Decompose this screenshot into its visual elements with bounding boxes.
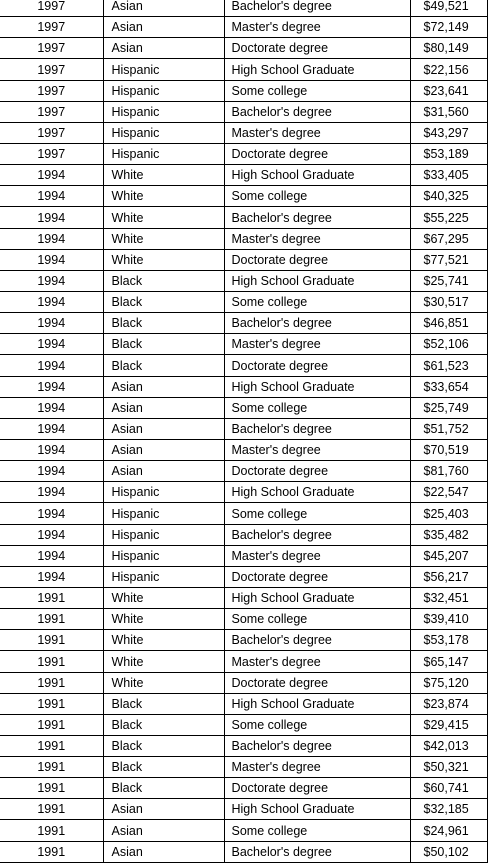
year-cell[interactable]: 1994 (0, 482, 103, 503)
table-row (0, 0, 487, 17)
race-cell[interactable]: Black (103, 355, 224, 376)
year-cell[interactable]: 1991 (0, 587, 103, 608)
year-cell[interactable]: 1991 (0, 757, 103, 778)
income-cell[interactable]: $22,547 (410, 482, 487, 503)
race-cell[interactable]: Hispanic (103, 101, 224, 122)
income-cell[interactable]: $67,295 (410, 228, 487, 249)
table-row (0, 587, 487, 608)
table-row (0, 545, 487, 566)
table-row (0, 482, 487, 503)
education-cell[interactable]: Doctorate degree (224, 249, 410, 270)
income-cell[interactable]: $29,415 (410, 714, 487, 735)
income-cell[interactable]: $50,102 (410, 841, 487, 862)
year-cell[interactable]: 1994 (0, 397, 103, 418)
income-cell[interactable]: $72,149 (410, 17, 487, 38)
education-cell[interactable]: Master's degree (224, 17, 410, 38)
race-cell[interactable]: Black (103, 778, 224, 799)
income-cell[interactable]: $30,517 (410, 291, 487, 312)
income-cell[interactable]: $65,147 (410, 651, 487, 672)
education-cell[interactable]: Doctorate degree (224, 778, 410, 799)
table-row (0, 143, 487, 164)
race-cell[interactable]: Black (103, 735, 224, 756)
race-cell[interactable]: Hispanic (103, 59, 224, 80)
table-row (0, 693, 487, 714)
education-cell[interactable]: Bachelor's degree (224, 418, 410, 439)
income-cell[interactable]: $25,741 (410, 270, 487, 291)
income-cell[interactable]: $25,403 (410, 503, 487, 524)
education-cell[interactable]: Some college (224, 397, 410, 418)
table-row (0, 439, 487, 460)
table-row (0, 165, 487, 186)
income-cell[interactable]: $45,207 (410, 545, 487, 566)
income-cell[interactable]: $32,451 (410, 587, 487, 608)
year-cell[interactable]: 1991 (0, 820, 103, 841)
table-row (0, 122, 487, 143)
table-row (0, 630, 487, 651)
race-cell[interactable]: Black (103, 334, 224, 355)
table-row (0, 376, 487, 397)
year-cell[interactable]: 1997 (0, 17, 103, 38)
race-cell[interactable]: White (103, 207, 224, 228)
education-cell[interactable]: Doctorate degree (224, 672, 410, 693)
education-cell[interactable]: Bachelor's degree (224, 630, 410, 651)
income-cell[interactable]: $50,321 (410, 757, 487, 778)
income-cell[interactable]: $33,654 (410, 376, 487, 397)
education-cell[interactable]: Master's degree (224, 439, 410, 460)
education-cell[interactable]: Doctorate degree (224, 461, 410, 482)
income-cell[interactable]: $32,185 (410, 799, 487, 820)
income-cell[interactable]: $23,874 (410, 693, 487, 714)
race-cell[interactable]: Hispanic (103, 80, 224, 101)
education-cell[interactable]: Some college (224, 609, 410, 630)
table-row (0, 207, 487, 228)
income-cell[interactable]: $35,482 (410, 524, 487, 545)
year-cell[interactable]: 1991 (0, 778, 103, 799)
income-cell[interactable]: $55,225 (410, 207, 487, 228)
education-cell[interactable]: High School Graduate (224, 482, 410, 503)
year-cell[interactable]: 1991 (0, 735, 103, 756)
income-cell[interactable]: $81,760 (410, 461, 487, 482)
year-cell[interactable]: 1994 (0, 503, 103, 524)
education-cell[interactable]: Master's degree (224, 651, 410, 672)
race-cell[interactable]: Hispanic (103, 482, 224, 503)
education-cell[interactable]: Bachelor's degree (224, 207, 410, 228)
table-row (0, 249, 487, 270)
table-row (0, 609, 487, 630)
education-cell[interactable]: Master's degree (224, 228, 410, 249)
table-row (0, 799, 487, 820)
income-cell[interactable]: $23,641 (410, 80, 487, 101)
race-cell[interactable]: Asian (103, 0, 224, 17)
year-cell[interactable]: 1997 (0, 122, 103, 143)
race-cell[interactable]: Black (103, 313, 224, 334)
year-cell[interactable]: 1994 (0, 249, 103, 270)
table-row (0, 59, 487, 80)
race-cell[interactable]: Hispanic (103, 143, 224, 164)
table-row (0, 17, 487, 38)
table-row (0, 334, 487, 355)
race-cell[interactable]: Asian (103, 820, 224, 841)
race-cell[interactable]: Asian (103, 17, 224, 38)
race-cell[interactable]: Asian (103, 418, 224, 439)
race-cell[interactable]: Asian (103, 841, 224, 862)
year-cell[interactable]: 1997 (0, 143, 103, 164)
income-cell[interactable]: $33,405 (410, 165, 487, 186)
education-cell[interactable]: Some college (224, 80, 410, 101)
year-cell[interactable]: 1994 (0, 228, 103, 249)
education-cell[interactable]: High School Graduate (224, 270, 410, 291)
race-cell[interactable]: Asian (103, 461, 224, 482)
table-row (0, 397, 487, 418)
table-row (0, 461, 487, 482)
table-row (0, 566, 487, 587)
race-cell[interactable]: White (103, 228, 224, 249)
race-cell[interactable]: White (103, 186, 224, 207)
race-cell[interactable]: Black (103, 714, 224, 735)
table-row (0, 38, 487, 59)
education-cell[interactable]: Some college (224, 820, 410, 841)
table-row (0, 186, 487, 207)
year-cell[interactable]: 1994 (0, 418, 103, 439)
table-row (0, 418, 487, 439)
year-cell[interactable]: 1997 (0, 80, 103, 101)
education-cell[interactable]: Bachelor's degree (224, 313, 410, 334)
income-cell[interactable]: $75,120 (410, 672, 487, 693)
year-cell[interactable]: 1994 (0, 355, 103, 376)
education-cell[interactable]: Some college (224, 714, 410, 735)
race-cell[interactable]: Asian (103, 376, 224, 397)
education-cell[interactable]: Some college (224, 291, 410, 312)
income-cell[interactable]: $77,521 (410, 249, 487, 270)
income-cell[interactable]: $39,410 (410, 609, 487, 630)
education-cell[interactable]: Master's degree (224, 334, 410, 355)
table-row (0, 651, 487, 672)
education-cell[interactable]: High School Graduate (224, 165, 410, 186)
year-cell[interactable]: 1994 (0, 313, 103, 334)
race-cell[interactable]: Asian (103, 38, 224, 59)
year-cell[interactable]: 1994 (0, 439, 103, 460)
income-cell[interactable]: $40,325 (410, 186, 487, 207)
race-cell[interactable]: Hispanic (103, 545, 224, 566)
income-cell[interactable]: $61,523 (410, 355, 487, 376)
education-cell[interactable]: Doctorate degree (224, 38, 410, 59)
income-cell[interactable]: $43,297 (410, 122, 487, 143)
education-cell[interactable]: Bachelor's degree (224, 841, 410, 862)
income-cell[interactable]: $80,149 (410, 38, 487, 59)
education-cell[interactable]: Bachelor's degree (224, 0, 410, 17)
year-cell[interactable]: 1994 (0, 566, 103, 587)
race-cell[interactable]: White (103, 651, 224, 672)
education-cell[interactable]: High School Graduate (224, 799, 410, 820)
income-cell[interactable]: $49,521 (410, 0, 487, 17)
education-cell[interactable]: Doctorate degree (224, 143, 410, 164)
year-cell[interactable]: 1991 (0, 609, 103, 630)
income-cell[interactable]: $53,189 (410, 143, 487, 164)
year-cell[interactable]: 1994 (0, 291, 103, 312)
table-row (0, 524, 487, 545)
race-cell[interactable]: White (103, 609, 224, 630)
education-cell[interactable]: Bachelor's degree (224, 735, 410, 756)
education-cell[interactable]: Some college (224, 186, 410, 207)
year-cell[interactable]: 1994 (0, 270, 103, 291)
race-cell[interactable]: Hispanic (103, 503, 224, 524)
education-cell[interactable]: Doctorate degree (224, 355, 410, 376)
income-cell[interactable]: $56,217 (410, 566, 487, 587)
race-cell[interactable]: Asian (103, 397, 224, 418)
education-cell[interactable]: Master's degree (224, 545, 410, 566)
year-cell[interactable]: 1997 (0, 38, 103, 59)
education-cell[interactable]: Master's degree (224, 122, 410, 143)
race-cell[interactable]: Black (103, 693, 224, 714)
year-cell[interactable]: 1994 (0, 165, 103, 186)
race-cell[interactable]: White (103, 630, 224, 651)
race-cell[interactable]: Black (103, 757, 224, 778)
table-row (0, 313, 487, 334)
table-row (0, 291, 487, 312)
table-row (0, 80, 487, 101)
race-cell[interactable]: White (103, 165, 224, 186)
year-cell[interactable]: 1997 (0, 0, 103, 17)
table-row (0, 672, 487, 693)
income-cell[interactable]: $25,749 (410, 397, 487, 418)
income-cell[interactable]: $46,851 (410, 313, 487, 334)
table-row (0, 101, 487, 122)
income-cell[interactable]: $53,178 (410, 630, 487, 651)
race-cell[interactable]: White (103, 672, 224, 693)
education-cell[interactable]: High School Graduate (224, 587, 410, 608)
table-row (0, 270, 487, 291)
year-cell[interactable]: 1994 (0, 207, 103, 228)
income-cell[interactable]: $24,961 (410, 820, 487, 841)
income-cell[interactable]: $42,013 (410, 735, 487, 756)
year-cell[interactable]: 1994 (0, 545, 103, 566)
year-cell[interactable]: 1994 (0, 524, 103, 545)
income-cell[interactable]: $31,560 (410, 101, 487, 122)
year-cell[interactable]: 1991 (0, 799, 103, 820)
table-row (0, 228, 487, 249)
year-cell[interactable]: 1994 (0, 461, 103, 482)
race-cell[interactable]: Asian (103, 439, 224, 460)
table-row (0, 841, 487, 862)
race-cell[interactable]: Hispanic (103, 566, 224, 587)
education-cell[interactable]: Some college (224, 503, 410, 524)
education-cell[interactable]: High School Graduate (224, 59, 410, 80)
table-row (0, 757, 487, 778)
education-cell[interactable]: Master's degree (224, 757, 410, 778)
table-row (0, 714, 487, 735)
race-cell[interactable]: Asian (103, 799, 224, 820)
race-cell[interactable]: White (103, 249, 224, 270)
year-cell[interactable]: 1991 (0, 630, 103, 651)
income-cell[interactable]: $70,519 (410, 439, 487, 460)
income-cell[interactable]: $60,741 (410, 778, 487, 799)
income-cell[interactable]: $22,156 (410, 59, 487, 80)
year-cell[interactable]: 1991 (0, 714, 103, 735)
income-cell[interactable]: $51,752 (410, 418, 487, 439)
table-row (0, 503, 487, 524)
race-cell[interactable]: White (103, 587, 224, 608)
table-row (0, 778, 487, 799)
education-cell[interactable]: High School Graduate (224, 376, 410, 397)
table-row (0, 355, 487, 376)
table-row (0, 820, 487, 841)
year-cell[interactable]: 1994 (0, 334, 103, 355)
education-cell[interactable]: Doctorate degree (224, 566, 410, 587)
race-cell[interactable]: Black (103, 270, 224, 291)
education-cell[interactable]: High School Graduate (224, 693, 410, 714)
income-cell[interactable]: $52,106 (410, 334, 487, 355)
race-cell[interactable]: Hispanic (103, 122, 224, 143)
year-cell[interactable]: 1991 (0, 672, 103, 693)
year-cell[interactable]: 1994 (0, 186, 103, 207)
race-cell[interactable]: Black (103, 291, 224, 312)
year-cell[interactable]: 1991 (0, 841, 103, 862)
year-cell[interactable]: 1997 (0, 101, 103, 122)
education-cell[interactable]: Bachelor's degree (224, 524, 410, 545)
year-cell[interactable]: 1991 (0, 651, 103, 672)
year-cell[interactable]: 1997 (0, 59, 103, 80)
year-cell[interactable]: 1994 (0, 376, 103, 397)
table-row (0, 735, 487, 756)
year-cell[interactable]: 1991 (0, 693, 103, 714)
education-cell[interactable]: Bachelor's degree (224, 101, 410, 122)
race-cell[interactable]: Hispanic (103, 524, 224, 545)
